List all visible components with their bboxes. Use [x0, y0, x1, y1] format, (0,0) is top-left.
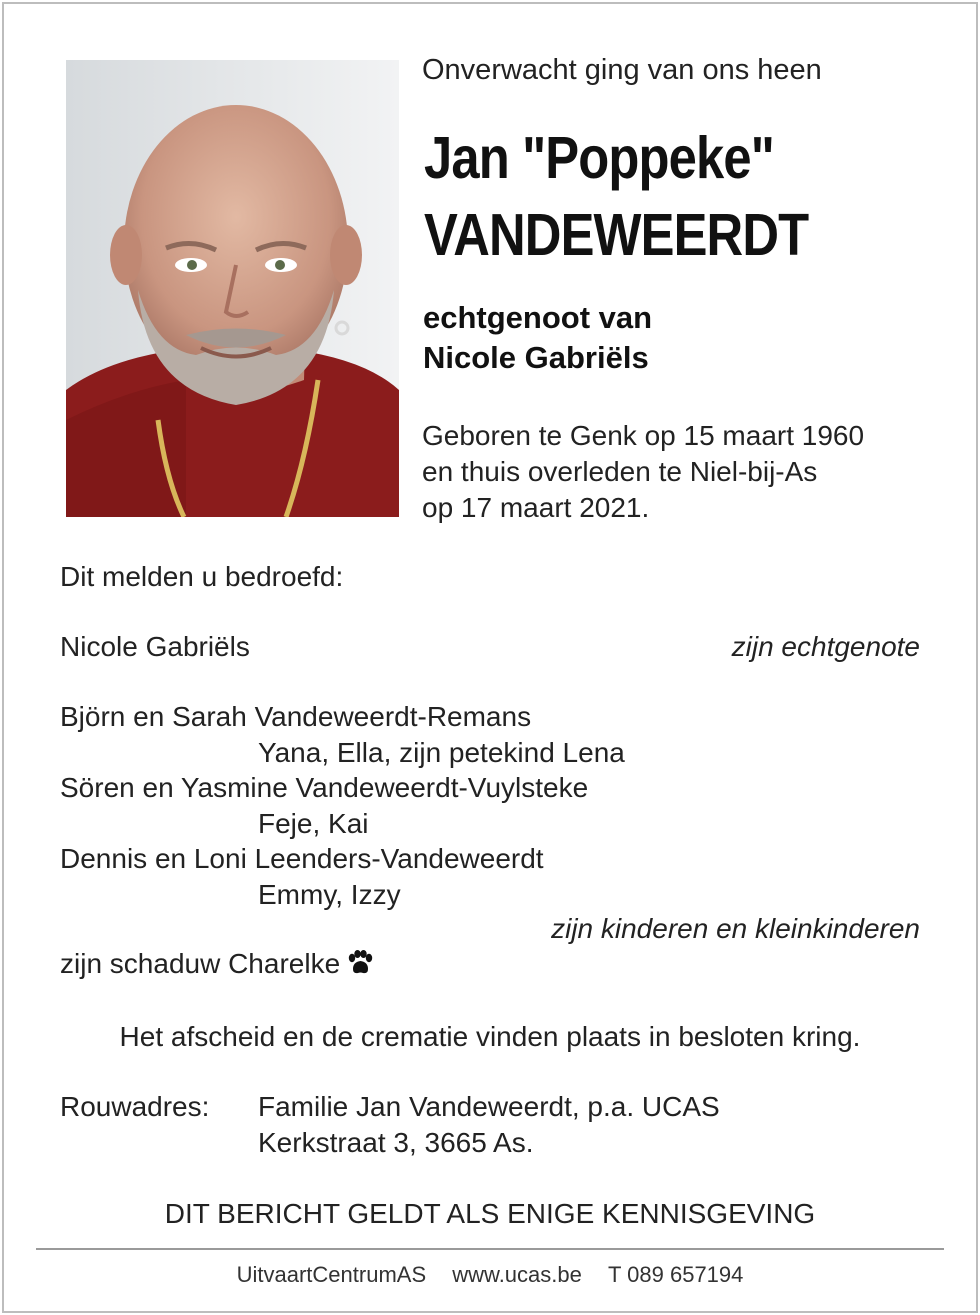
family-children-1: Yana, Ella, zijn petekind Lena [258, 737, 625, 768]
address-line-2: Kerkstraat 3, 3665 As. [258, 1127, 534, 1158]
deceased-name-first: Jan "Poppeke" [424, 125, 774, 191]
family-parents-3: Dennis en Loni Leenders-Vandeweerdt [60, 843, 544, 874]
born-line-3: op 17 maart 2021. [422, 492, 650, 523]
footer-phone: T 089 657194 [608, 1262, 744, 1287]
pet-text: zijn schaduw Charelke [60, 948, 341, 979]
address-label: Rouwadres: [60, 1091, 210, 1122]
footer-website[interactable]: www.ucas.be [452, 1262, 582, 1287]
family-children-3: Emmy, Izzy [258, 879, 401, 910]
announcement-intro: Dit melden u bedroefd: [60, 561, 344, 592]
paw-print-icon [346, 950, 374, 983]
official-notice: DIT BERICHT GELDT ALS ENIGE KENNISGEVING [164, 1198, 816, 1229]
family-children-2: Feje, Kai [258, 808, 369, 839]
born-line-2: en thuis overleden te Niel-bij-As [422, 456, 818, 487]
spouse-label: echtgenoot van [423, 300, 653, 335]
intro-text: Onverwacht ging van ons heen [422, 54, 822, 86]
family-parents-2: Sören en Yasmine Vandeweerdt-Vuylsteke [60, 772, 589, 803]
family-parents-1: Björn en Sarah Vandeweerdt-Remans [60, 701, 532, 732]
address-line-1: Familie Jan Vandeweerdt, p.a. UCAS [258, 1091, 720, 1122]
birth-death-info [422, 418, 864, 526]
pet-line [60, 948, 374, 983]
children-role: zijn kinderen en kleinkinderen [551, 913, 920, 944]
wife-name: Nicole Gabriëls [60, 631, 250, 662]
footer [0, 1262, 980, 1288]
wife-role: zijn echtgenote [731, 631, 920, 662]
spouse-name: Nicole Gabriëls [423, 340, 649, 375]
deceased-name-last: VANDEWEERDT [424, 202, 809, 268]
footer-company: UitvaartCentrumAS [236, 1262, 427, 1287]
ceremony-notice: Het afscheid en de crematie vinden plaats in besloten kring. [119, 1021, 861, 1052]
footer-divider [36, 1248, 944, 1250]
born-line-1: Geboren te Genk op 15 maart 1960 [422, 420, 865, 451]
portrait-photo [66, 60, 399, 517]
